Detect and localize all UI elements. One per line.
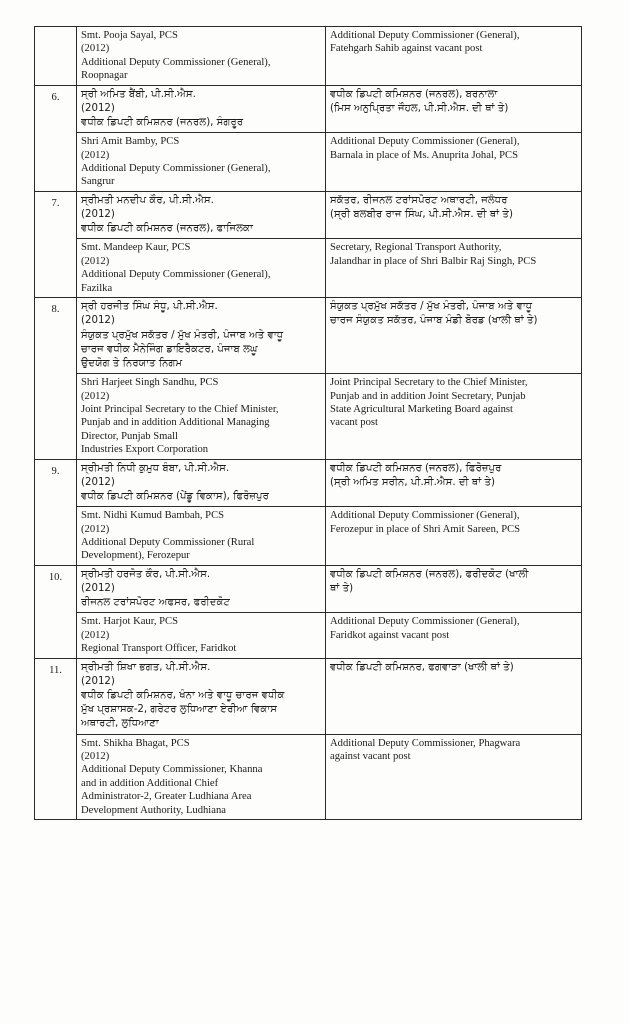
entry-row-english bbox=[35, 27, 582, 86]
entry-row-punjabi bbox=[35, 459, 582, 507]
new-posting-english bbox=[326, 613, 582, 658]
officer-name-punjabi-line: ਸ੍ਰੀ ਅਮਿਤ ਬੈਂਬੀ, ਪੀ.ਸੀ.ਐਸ. bbox=[81, 88, 196, 100]
officer-name-english-line: Shri Amit Bamby, PCS bbox=[81, 136, 180, 148]
officer-name-english bbox=[77, 27, 326, 86]
serial-number: 7. bbox=[35, 191, 77, 297]
serial-number: 8. bbox=[35, 298, 77, 459]
new-posting-english-line: Punjab and in addition Joint Secretary, Punjab bbox=[330, 390, 526, 402]
officer-name-english bbox=[77, 507, 326, 566]
officer-name-english-line: Director, Punjab Small bbox=[81, 430, 178, 442]
serial-number: 9. bbox=[35, 459, 77, 565]
officer-name-english bbox=[77, 734, 326, 819]
entry-row-punjabi bbox=[35, 191, 582, 239]
officer-name-punjabi-line: ਰੀਜਨਲ ਟਰਾਂਸਪੋਰਟ ਅਫਸਰ, ਫਰੀਦਕੋਟ bbox=[81, 597, 230, 609]
officer-name-english-line: Development Authority, Ludhiana bbox=[81, 804, 226, 816]
new-posting-punjabi bbox=[326, 85, 582, 133]
officer-name-english-line: (2012) bbox=[81, 751, 110, 763]
serial-number: 10. bbox=[35, 565, 77, 658]
entry-row-english bbox=[35, 239, 582, 298]
officer-name-english-line: Additional Deputy Commissioner (General), bbox=[81, 163, 271, 175]
officer-name-english-line: (2012) bbox=[81, 523, 110, 535]
entry-row-english bbox=[35, 734, 582, 819]
officer-name-english bbox=[77, 239, 326, 298]
officer-name-english-line: Additional Deputy Commissioner, Khanna bbox=[81, 764, 263, 776]
officer-name-punjabi-line: ਵਧੀਕ ਡਿਪਟੀ ਕਮਿਸ਼ਨਰ (ਜਨਰਲ), ਫਾਜਿਲਕਾ bbox=[81, 223, 253, 235]
officer-name-english-line: Industries Export Corporation bbox=[81, 444, 209, 456]
new-posting-english bbox=[326, 374, 582, 459]
serial-number: 6. bbox=[35, 85, 77, 191]
officer-name-punjabi-line: ਸੰਯੁਕਤ ਪ੍ਰਮੁੱਖ ਸਕੱਤਰ / ਮੁੱਖ ਮੰਤਰੀ, ਪੰਜਾਬ ਅਤੇ ਵਾਧੂ bbox=[81, 329, 284, 341]
new-posting-english-line: Joint Principal Secretary to the Chief Minister, bbox=[330, 377, 528, 389]
posting-orders-table bbox=[34, 26, 582, 820]
new-posting-english-line: Additional Deputy Commissioner (General), bbox=[330, 136, 520, 148]
new-posting-punjabi-line: (ਸ੍ਰੀ ਅਮਿਤ ਸਰੀਨ, ਪੀ.ਸੀ.ਐਸ. ਦੀ ਥਾਂ ਤੇ) bbox=[330, 476, 495, 488]
new-posting-punjabi-line: ਵਧੀਕ ਡਿਪਟੀ ਕਮਿਸ਼ਨਰ (ਜਨਰਲ), ਬਰਨਾਲਾ bbox=[330, 88, 498, 100]
officer-name-english-line: Smt. Nidhi Kumud Bambah, PCS bbox=[81, 510, 225, 522]
officer-name-punjabi-line: ਮੁੱਖ ਪ੍ਰਸ਼ਾਸਕ-2, ਗਰੇਟਰ ਲੁਧਿਆਣਾ ਏਰੀਆ ਵਿਕਾਸ bbox=[81, 704, 278, 716]
new-posting-punjabi-line: ਚਾਰਜ ਸੰਯੁਕਤ ਸਕੱਤਰ, ਪੰਜਾਬ ਮੰਡੀ ਬੋਰਡ (ਖਾਲੀ ਥਾਂ ਤੇ) bbox=[330, 315, 538, 327]
new-posting-english-line: Additional Deputy Commissioner (General), bbox=[330, 510, 520, 522]
new-posting-english bbox=[326, 27, 582, 86]
new-posting-punjabi-line: (ਸ੍ਰੀ ਬਲਬੀਰ ਰਾਜ ਸਿੰਘ, ਪੀ.ਸੀ.ਐਸ. ਦੀ ਥਾਂ ਤੇ) bbox=[330, 209, 513, 221]
new-posting-punjabi-line: (ਮਿਸ ਅਨੁਪ੍ਰਿਤਾ ਜੌਹਲ, ਪੀ.ਸੀ.ਐਸ. ਦੀ ਥਾਂ ਤੇ) bbox=[330, 102, 509, 114]
officer-name-punjabi bbox=[77, 298, 326, 374]
officer-name-punjabi-line: (2012) bbox=[81, 476, 115, 488]
officer-name-punjabi-line: ਵਧੀਕ ਡਿਪਟੀ ਕਮਿਸ਼ਨਰ (ਜਨਰਲ), ਸੰਗਰੂਰ bbox=[81, 117, 244, 129]
officer-name-punjabi-line: ਸ੍ਰੀਮਤੀ ਹਰਜੋਤ ਕੌਰ, ਪੀ.ਸੀ.ਐਸ. bbox=[81, 568, 211, 580]
entry-row-english bbox=[35, 133, 582, 192]
officer-name-english-line: Shri Harjeet Singh Sandhu, PCS bbox=[81, 377, 219, 389]
officer-name-english-line: Punjab and in addition Additional Managing bbox=[81, 417, 270, 429]
officer-name-english-line: Additional Deputy Commissioner (General), bbox=[81, 269, 271, 281]
entry-row-english bbox=[35, 613, 582, 658]
new-posting-english bbox=[326, 507, 582, 566]
officer-name-english-line: Smt. Pooja Sayal, PCS bbox=[81, 30, 178, 41]
officer-name-punjabi-line: ਸ੍ਰੀਮਤੀ ਸ਼ਿਖਾ ਭਗਤ, ਪੀ.ਸੀ.ਐਸ. bbox=[81, 661, 211, 673]
officer-name-english bbox=[77, 374, 326, 459]
officer-name-english bbox=[77, 613, 326, 658]
officer-name-english-line: Fazilka bbox=[81, 282, 113, 294]
officer-name-punjabi-line: (2012) bbox=[81, 582, 115, 594]
officer-name-english-line: Smt. Shikha Bhagat, PCS bbox=[81, 737, 190, 749]
officer-name-english-line: Smt. Mandeep Kaur, PCS bbox=[81, 242, 191, 254]
officer-name-english-line: (2012) bbox=[81, 629, 110, 641]
new-posting-english bbox=[326, 734, 582, 819]
new-posting-punjabi-line: ਵਧੀਕ ਡਿਪਟੀ ਕਮਿਸ਼ਨਰ (ਜਨਰਲ), ਫਰੀਦਕੋਟ (ਖਾਲੀ bbox=[330, 568, 529, 580]
officer-name-english-line: and in addition Additional Chief bbox=[81, 777, 219, 789]
officer-name-english bbox=[77, 133, 326, 192]
officer-name-punjabi-line: ਉਦਯੋਗ ਤੇ ਨਿਰਯਾਤ ਨਿਗਮ bbox=[81, 357, 183, 369]
officer-name-english-line: Additional Deputy Commissioner (General), bbox=[81, 56, 271, 68]
entry-row-punjabi bbox=[35, 565, 582, 613]
officer-name-english-line: Development), Ferozepur bbox=[81, 550, 190, 562]
serial-number: 11. bbox=[35, 658, 77, 819]
new-posting-punjabi-line: ਵਧੀਕ ਡਿਪਟੀ ਕਮਿਸ਼ਨਰ, ਫਗਵਾੜਾ (ਖਾਲੀ ਥਾਂ ਤੇ) bbox=[330, 661, 514, 673]
entry-row-punjabi bbox=[35, 658, 582, 734]
officer-name-punjabi-line: (2012) bbox=[81, 209, 115, 221]
officer-name-punjabi bbox=[77, 85, 326, 133]
officer-name-english-line: (2012) bbox=[81, 255, 110, 267]
new-posting-english-line: Fatehgarh Sahib against vacant post bbox=[330, 43, 483, 55]
new-posting-english-line: Additional Deputy Commissioner (General), bbox=[330, 30, 520, 41]
officer-name-punjabi-line: ਚਾਰਜ ਵਧੀਕ ਮੈਨੇਜਿੰਗ ਡਾਇਰੈਕਟਰ, ਪੰਜਾਬ ਲਘੂ bbox=[81, 343, 258, 355]
officer-name-punjabi-line: (2012) bbox=[81, 315, 115, 327]
officer-name-punjabi bbox=[77, 459, 326, 507]
officer-name-punjabi-line: ਸ੍ਰੀਮਤੀ ਮਨਦੀਪ ਕੌਰ, ਪੀ.ਸੀ.ਐਸ. bbox=[81, 194, 214, 206]
new-posting-punjabi bbox=[326, 565, 582, 613]
officer-name-punjabi bbox=[77, 191, 326, 239]
new-posting-english-line: Additional Deputy Commissioner, Phagwara bbox=[330, 737, 521, 749]
officer-name-english-line: (2012) bbox=[81, 43, 110, 55]
new-posting-english-line: Secretary, Regional Transport Authority, bbox=[330, 242, 502, 254]
new-posting-english-line: Barnala in place of Ms. Anuprita Johal, PCS bbox=[330, 149, 519, 161]
officer-name-english-line: (2012) bbox=[81, 149, 110, 161]
new-posting-punjabi-line: ਥਾਂ ਤੇ) bbox=[330, 582, 354, 594]
officer-name-punjabi-line: ਵਧੀਕ ਡਿਪਟੀ ਕਮਿਸ਼ਨਰ, ਖੰਨਾ ਅਤੇ ਵਾਧੂ ਚਾਰਜ ਵਧੀਕ bbox=[81, 690, 285, 702]
entry-row-punjabi bbox=[35, 298, 582, 374]
officer-name-punjabi bbox=[77, 658, 326, 734]
entry-row-english bbox=[35, 374, 582, 459]
entry-row-english bbox=[35, 507, 582, 566]
new-posting-punjabi-line: ਸੰਯੁਕਤ ਪ੍ਰਮੁੱਖ ਸਕੱਤਰ / ਮੁੱਖ ਮੰਤਰੀ, ਪੰਜਾਬ ਅਤੇ ਵਾਧੂ bbox=[330, 301, 533, 313]
officer-name-punjabi-line: ਸ੍ਰੀਮਤੀ ਨਿਧੀ ਕੁਮੁਧ ਬੰਬਾ, ਪੀ.ਸੀ.ਐਸ. bbox=[81, 462, 230, 474]
new-posting-english-line: Faridkot against vacant post bbox=[330, 629, 450, 641]
new-posting-english-line: Jalandhar in place of Shri Balbir Raj Singh, PCS bbox=[330, 255, 537, 267]
new-posting-punjabi bbox=[326, 459, 582, 507]
officer-name-punjabi bbox=[77, 565, 326, 613]
officer-name-punjabi-line: ਵਧੀਕ ਡਿਪਟੀ ਕਮਿਸ਼ਨਰ (ਪੇਂਡੂ ਵਿਕਾਸ), ਫਿਰੋਜ਼ਪੁਰ bbox=[81, 490, 269, 502]
entry-row-punjabi bbox=[35, 85, 582, 133]
officer-name-english-line: Sangrur bbox=[81, 176, 115, 188]
new-posting-english-line: Ferozepur in place of Shri Amit Sareen, PCS bbox=[330, 523, 521, 535]
officer-name-punjabi-line: (2012) bbox=[81, 102, 115, 114]
officer-name-english-line: Roopnagar bbox=[81, 70, 128, 82]
officer-name-english-line: Additional Deputy Commissioner (Rural bbox=[81, 536, 255, 548]
new-posting-english bbox=[326, 133, 582, 192]
new-posting-english-line: vacant post bbox=[330, 417, 378, 429]
officer-name-english-line: Administrator-2, Greater Ludhiana Area bbox=[81, 791, 252, 803]
new-posting-english bbox=[326, 239, 582, 298]
new-posting-punjabi bbox=[326, 191, 582, 239]
officer-name-english-line: Regional Transport Officer, Faridkot bbox=[81, 643, 237, 655]
officer-name-english-line: Joint Principal Secretary to the Chief Minister, bbox=[81, 403, 279, 415]
serial-number bbox=[35, 27, 77, 86]
new-posting-punjabi bbox=[326, 658, 582, 734]
officer-name-punjabi-line: ਅਥਾਰਟੀ, ਲੁਧਿਆਣਾ bbox=[81, 718, 159, 730]
officer-name-punjabi-line: (2012) bbox=[81, 675, 115, 687]
officer-name-punjabi-line: ਸ੍ਰੀ ਹਰਜੀਤ ਸਿੰਘ ਸੰਧੂ, ਪੀ.ਸੀ.ਐਸ. bbox=[81, 301, 218, 313]
new-posting-english-line: against vacant post bbox=[330, 751, 411, 763]
new-posting-english-line: Additional Deputy Commissioner (General), bbox=[330, 616, 520, 628]
officer-name-english-line: Smt. Harjot Kaur, PCS bbox=[81, 616, 178, 628]
new-posting-english-line: State Agricultural Marketing Board against bbox=[330, 403, 513, 415]
new-posting-punjabi bbox=[326, 298, 582, 374]
new-posting-punjabi-line: ਵਧੀਕ ਡਿਪਟੀ ਕਮਿਸ਼ਨਰ (ਜਨਰਲ), ਫਿਰੋਜ਼ਪੁਰ bbox=[330, 462, 502, 474]
officer-name-english-line: (2012) bbox=[81, 390, 110, 402]
new-posting-punjabi-line: ਸਕੱਤਰ, ਰੀਜਨਲ ਟਰਾਂਸਪੋਰਟ ਅਥਾਰਟੀ, ਜਲੰਧਰ bbox=[330, 194, 508, 206]
posting-orders-body bbox=[35, 27, 582, 820]
